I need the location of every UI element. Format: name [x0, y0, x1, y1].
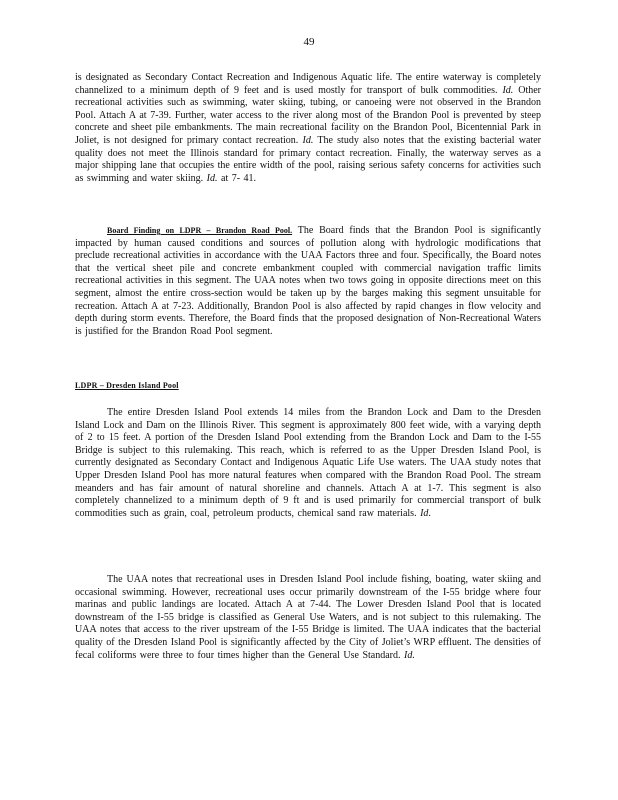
paragraph-brandon-pool-recreation — [75, 72, 541, 185]
p1-id-cite-3: Id. — [206, 172, 218, 184]
p3-id-cite: Id — [420, 507, 429, 519]
p4-id-cite: Id. — [404, 649, 415, 661]
p2-text: The Board finds that the Brandon Pool is significantly impacted by human caused conditions and sources of pollution along with hydrologic modifications that preclude recreational activities in accordance with the UAA Factors three and four. Specifically, the Board notes that the vertical sheet pile and concrete embankment coupled with commercial navigation traffic limits recreational activities in this segment. The UAA notes when two tows going in opposite directions meet on this segment, almost the entire cross-section would be taken up by the barges making this segment unsuitable for recreation. Attach A at 7-23. Additionally, Brandon Pool is also affected by rapid changes in flow velocity and depth during storm events. Therefore, the Board finds that the proposed designation of Non-Recreational Waters is justified for the Brandon Road Pool segment. — [75, 225, 542, 337]
p1-id-cite-1: Id. — [502, 84, 514, 96]
p4-text: The UAA notes that recreational uses in Dresden Island Pool include fishing, boating, water skiing and occasional swimming. However, recreational uses occur primarily downstream of the I-55 bridge where four marinas and public landings are located. Attach A at 7-44. The Lower Dresden Island Pool that is located downstream of the I-55 bridge is classified as General Use Waters, and is not subject to this rulemaking. The UAA notes that access to the river upstream of the I-55 Bridge is limited. The UAA indicates that the bacterial quality of the Dresden Island Pool is significantly affected by the City of Joliet’s WRP effluent. The densities of fecal coliforms were three to four times higher than the General Use Standard. — [75, 574, 541, 661]
board-finding-heading: Board Finding on LDPR – Brandon Road Pool. — [107, 226, 293, 235]
page-number: 49 — [303, 36, 315, 48]
p1-text-4: at 7- 41. — [221, 172, 257, 184]
p3-end: . — [428, 507, 431, 519]
p3-text: The entire Dresden Island Pool extends 14 miles from the Brandon Lock and Dam to the Dresden Island Lock and Dam on the Illinois River. This segment is approximately 800 feet wide, with a varying depth of 2 to 15 feet. A portion of the Dresden Island Pool extending from the Brandon Lock and Dam to the I-55 Bridge is subject to this rulemaking. This reach, which is referred to as the Upper Dresden Island Pool, is currently designated as Secondary Contact and Indigenous Aquatic Life Use waters. The UAA study notes that Upper Dresden Island Pool has more natural features when compared with the Brandon Road Pool. The stream meanders and has fair amount of natural shoreline and channels. Attach A at 1-7. This segment is also completely channelized to a minimum depth of 9 ft and is used primarily for commercial transport of bulk commodities such as grain, coal, petroleum products, chemical sand raw materials. — [75, 407, 541, 519]
paragraph-dresden-recreational-uses — [75, 574, 541, 662]
paragraph-dresden-island-pool — [75, 407, 541, 520]
p1-id-cite-2: Id. — [302, 134, 314, 146]
p1-text: is designated as Secondary Contact Recreation and Indigenous Aquatic life. The entire waterway is completely channelized to a minimum depth of 9 feet and is used mostly for transport of bulk commodities. — [75, 72, 541, 96]
p1-text-2: Other recreational activities such as swimming, water skiing, tubing, or canoeing were not observed in the Brandon Pool. Attach A at 7-39. Further, water access to the river along most of the Brandon Pool is prevented by steep concrete and sheet pile embankments. The main recreational facility on the Brandon Pool, Bicentennial Park in Joliet, is not designed for primary contact recreation. — [75, 84, 542, 146]
section-heading-dresden-island-pool: LDPR – Dresden Island Pool — [75, 381, 179, 390]
paragraph-board-finding-brandon — [75, 225, 541, 338]
p1-text-3: The study also notes that the existing bacterial water quality does not meet the Illinois standard for primary contact recreation. Finally, the waterway serves as a major shipping lane that occupies the entire width of the pool, raising serious safety concerns for activities such as swimming and water skiing. — [75, 134, 542, 184]
